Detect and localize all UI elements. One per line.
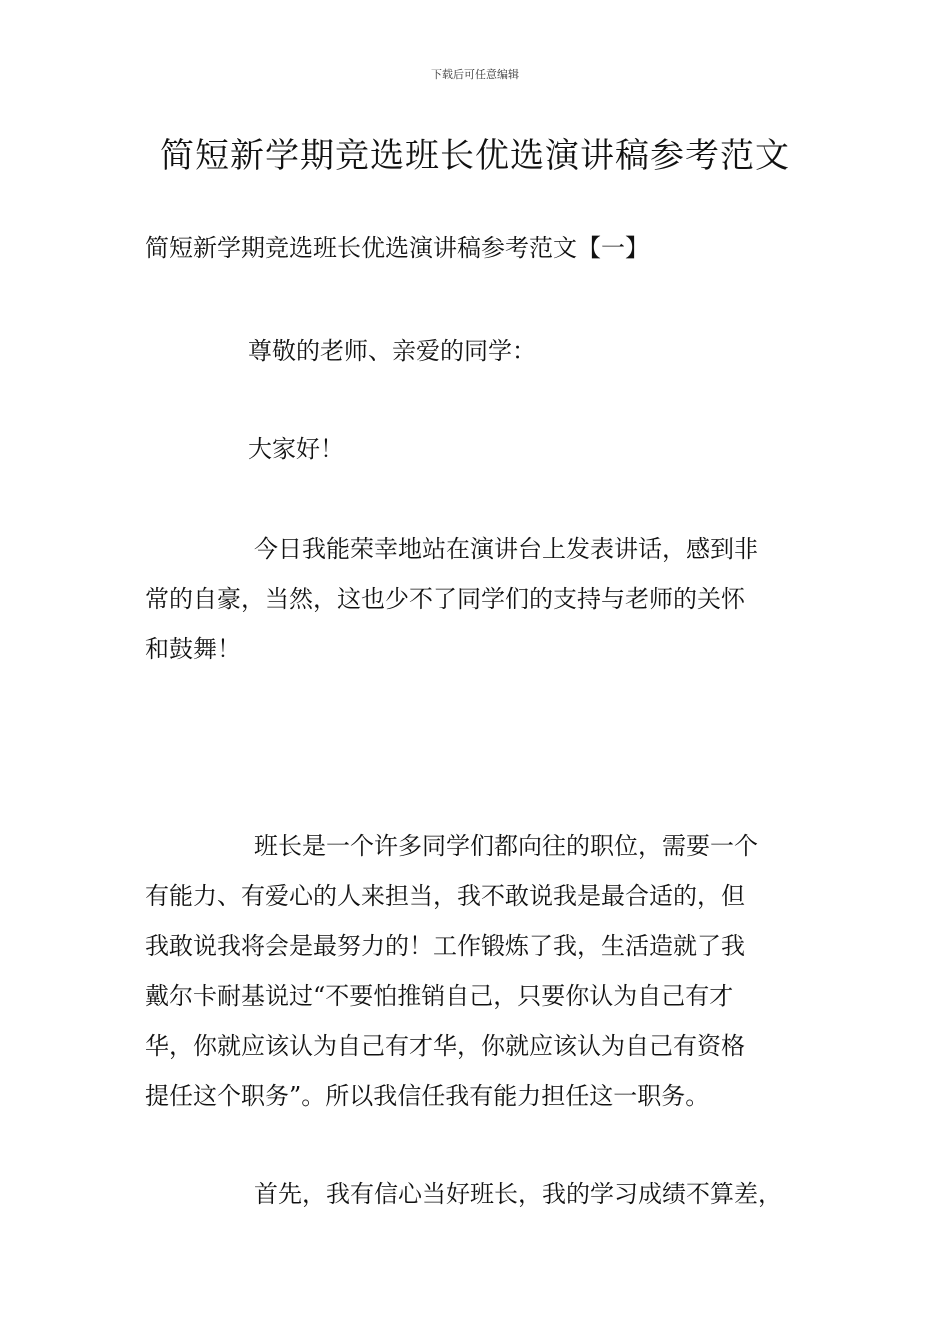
paragraph-line: 戴尔卡耐基说过“不要怕推销自己，只要你认为自己有才 <box>145 982 734 1010</box>
header-note: 下载后可任意编辑 <box>431 68 519 81</box>
paragraph-line: 和鼓舞！ <box>145 635 241 663</box>
document-title: 简短新学期竞选班长优选演讲稿参考范文 <box>160 136 790 176</box>
paragraph-line: 华，你就应该认为自己有才华，你就应该认为自己有资格 <box>145 1032 745 1060</box>
paragraph-line: 首先，我有信心当好班长，我的学习成绩不算差， <box>254 1180 782 1208</box>
paragraph-line: 提任这个职务”。所以我信任我有能力担任这一职务。 <box>145 1082 710 1110</box>
paragraph-line: 有能力、有爱心的人来担当，我不敢说我是最合适的，但 <box>145 882 745 910</box>
greeting-line: 尊敬的老师、亲爱的同学： <box>248 337 536 365</box>
paragraph-line: 班长是一个许多同学们都向往的职位，需要一个 <box>254 832 758 860</box>
paragraph-line: 常的自豪，当然，这也少不了同学们的支持与老师的关怀 <box>145 585 745 613</box>
paragraph-line: 我敢说我将会是最努力的！工作锻炼了我，生活造就了我 <box>145 932 745 960</box>
hello-line: 大家好！ <box>248 435 344 463</box>
section-subtitle: 简短新学期竞选班长优选演讲稿参考范文【一】 <box>145 234 649 262</box>
paragraph-line: 今日我能荣幸地站在演讲台上发表讲话，感到非 <box>254 535 758 563</box>
